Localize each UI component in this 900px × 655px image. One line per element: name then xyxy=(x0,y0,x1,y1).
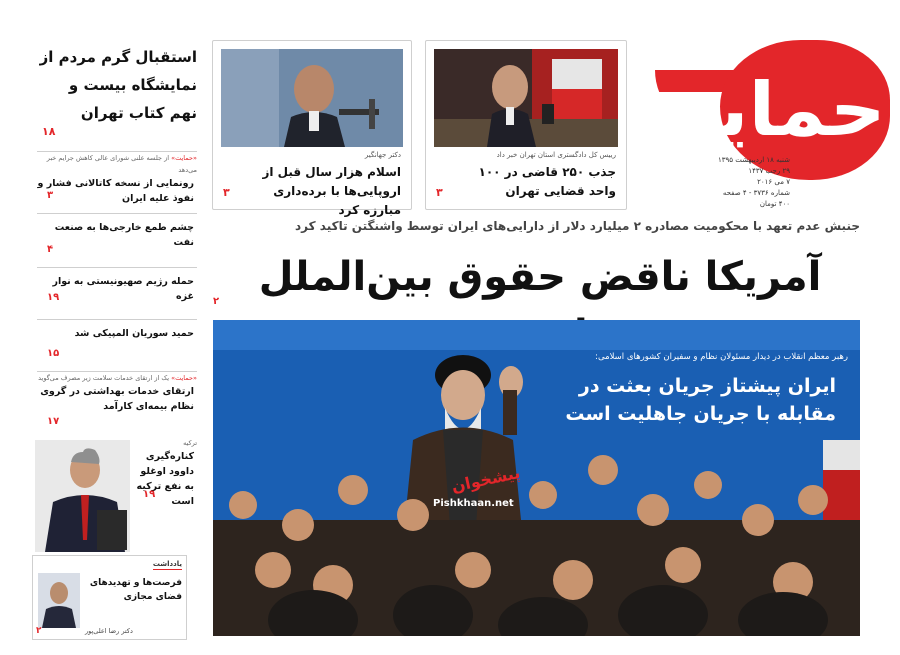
issue-info xyxy=(670,155,790,210)
page-number: ۳ xyxy=(47,190,54,201)
sidebar-item[interactable] xyxy=(37,151,197,209)
note-label: یادداشت xyxy=(152,560,182,568)
sidebar-item[interactable] xyxy=(135,437,197,507)
item-kicker: «حمایت» از جلسه علنی شورای عالی کاهش جرایم خبر می‌دهد xyxy=(46,154,197,174)
sidebar-item[interactable] xyxy=(37,319,197,369)
item-title[interactable]: حمید سوریان المپیکی شد xyxy=(74,328,194,339)
teaser-photo-judge xyxy=(434,49,618,147)
super-headline: جنبش عدم تعهد با محکومیت مصادره ۲ میلیارد دلار از دارایی‌های ایران توسط واشنگتن تاکید کرد xyxy=(295,219,860,233)
page-number: ۲ xyxy=(36,626,42,636)
watermark-logo: پیشخوان xyxy=(449,462,522,497)
page-number: ۴ xyxy=(47,244,54,255)
editorial-note[interactable] xyxy=(32,555,187,640)
erdogan-photo xyxy=(35,440,130,552)
teaser-photo-speaker xyxy=(221,49,403,147)
sidebar-item[interactable] xyxy=(37,213,197,265)
teaser-headline[interactable]: جذب ۲۵۰ قاضی در ۱۰۰ واحد قضایی تهران xyxy=(478,165,616,198)
issue-date-persian: شنبه ۱۸ اردیبهشت ۱۳۹۵ xyxy=(718,156,790,164)
left-sidebar xyxy=(32,35,197,640)
teaser-judiciary[interactable] xyxy=(425,40,627,210)
item-title[interactable]: چشم طمع خارجی‌ها به صنعت نفت xyxy=(54,222,194,248)
page-number: ۱۷ xyxy=(47,416,60,427)
author-photo xyxy=(38,573,80,628)
note-title[interactable]: فرصت‌ها و تهدیدهای فضای مجازی xyxy=(89,578,182,602)
photo-headline[interactable]: ایران پیشتاز جریان بعثت در مقابله با جریان جاهلیت است xyxy=(565,375,836,425)
teaser-headline[interactable]: اسلام هزار سال قبل از اروپایی‌ها با برده‌داری مبارزه کرد xyxy=(262,165,401,217)
page-number: ۱۹ xyxy=(47,292,60,303)
photo-caption: رهبر معظم انقلاب در دیدار مسئولان نظام و سفیران کشورهای اسلامی: xyxy=(595,352,848,362)
issue-price: ۴۰۰ تومان xyxy=(759,200,790,208)
sidebar-lead-headline[interactable]: استقبال گرم مردم از نمایشگاه بیست و نهم کتاب تهران xyxy=(39,48,197,122)
item-kicker: «حمایت» یک از ارتقای خدمات سلامت زیر مصرف می‌گوید xyxy=(38,374,197,382)
item-title[interactable]: رونمایی از نسخه کاتالانی فشار و نفوذ علیه ایران xyxy=(37,178,194,204)
logo-text: حمایت xyxy=(637,67,886,153)
item-title[interactable]: ارتقای خدمات بهداشتی در گروی نظام بیمه‌ای کارآمد xyxy=(40,386,194,412)
page-number: ۱۸ xyxy=(42,125,56,138)
teaser-islam[interactable] xyxy=(212,40,412,217)
item-title[interactable]: حمله رژیم صهیونیستی به نوار غزه xyxy=(52,276,194,302)
main-photo xyxy=(213,320,860,636)
page-number: ۳ xyxy=(436,186,443,199)
page-number: ۱۵ xyxy=(47,348,60,359)
item-kicker: ترکیه xyxy=(183,439,197,447)
page-number: ۱۹ xyxy=(143,489,156,500)
item-title[interactable]: کناره‌گیری داوود اوغلو به نفع ترکیه است xyxy=(136,451,194,507)
main-headline[interactable]: آمریکا ناقض حقوق بین‌الملل xyxy=(258,254,822,300)
note-author: دکتر رضا اعلی‌پور xyxy=(85,627,133,635)
teaser-caption: رییس کل دادگستری استان تهران خبر داد xyxy=(496,151,616,159)
masthead xyxy=(625,40,890,215)
issue-number: شماره ۳۷۳۶ - ۴ صفحه xyxy=(722,189,790,197)
issue-date-gregorian: ۷ می ۲۰۱۶ xyxy=(757,178,790,186)
page-number: ۳ xyxy=(223,186,230,199)
sidebar-item[interactable] xyxy=(37,371,197,433)
watermark-text: Pishkhaan.net xyxy=(433,498,514,509)
page-number: ۲ xyxy=(213,296,220,307)
teaser-caption: دکتر جهانگیر xyxy=(364,151,401,159)
issue-date-hijri: ۲۹ رجب ۱۴۳۷ xyxy=(748,167,790,175)
sidebar-item[interactable] xyxy=(37,267,197,319)
